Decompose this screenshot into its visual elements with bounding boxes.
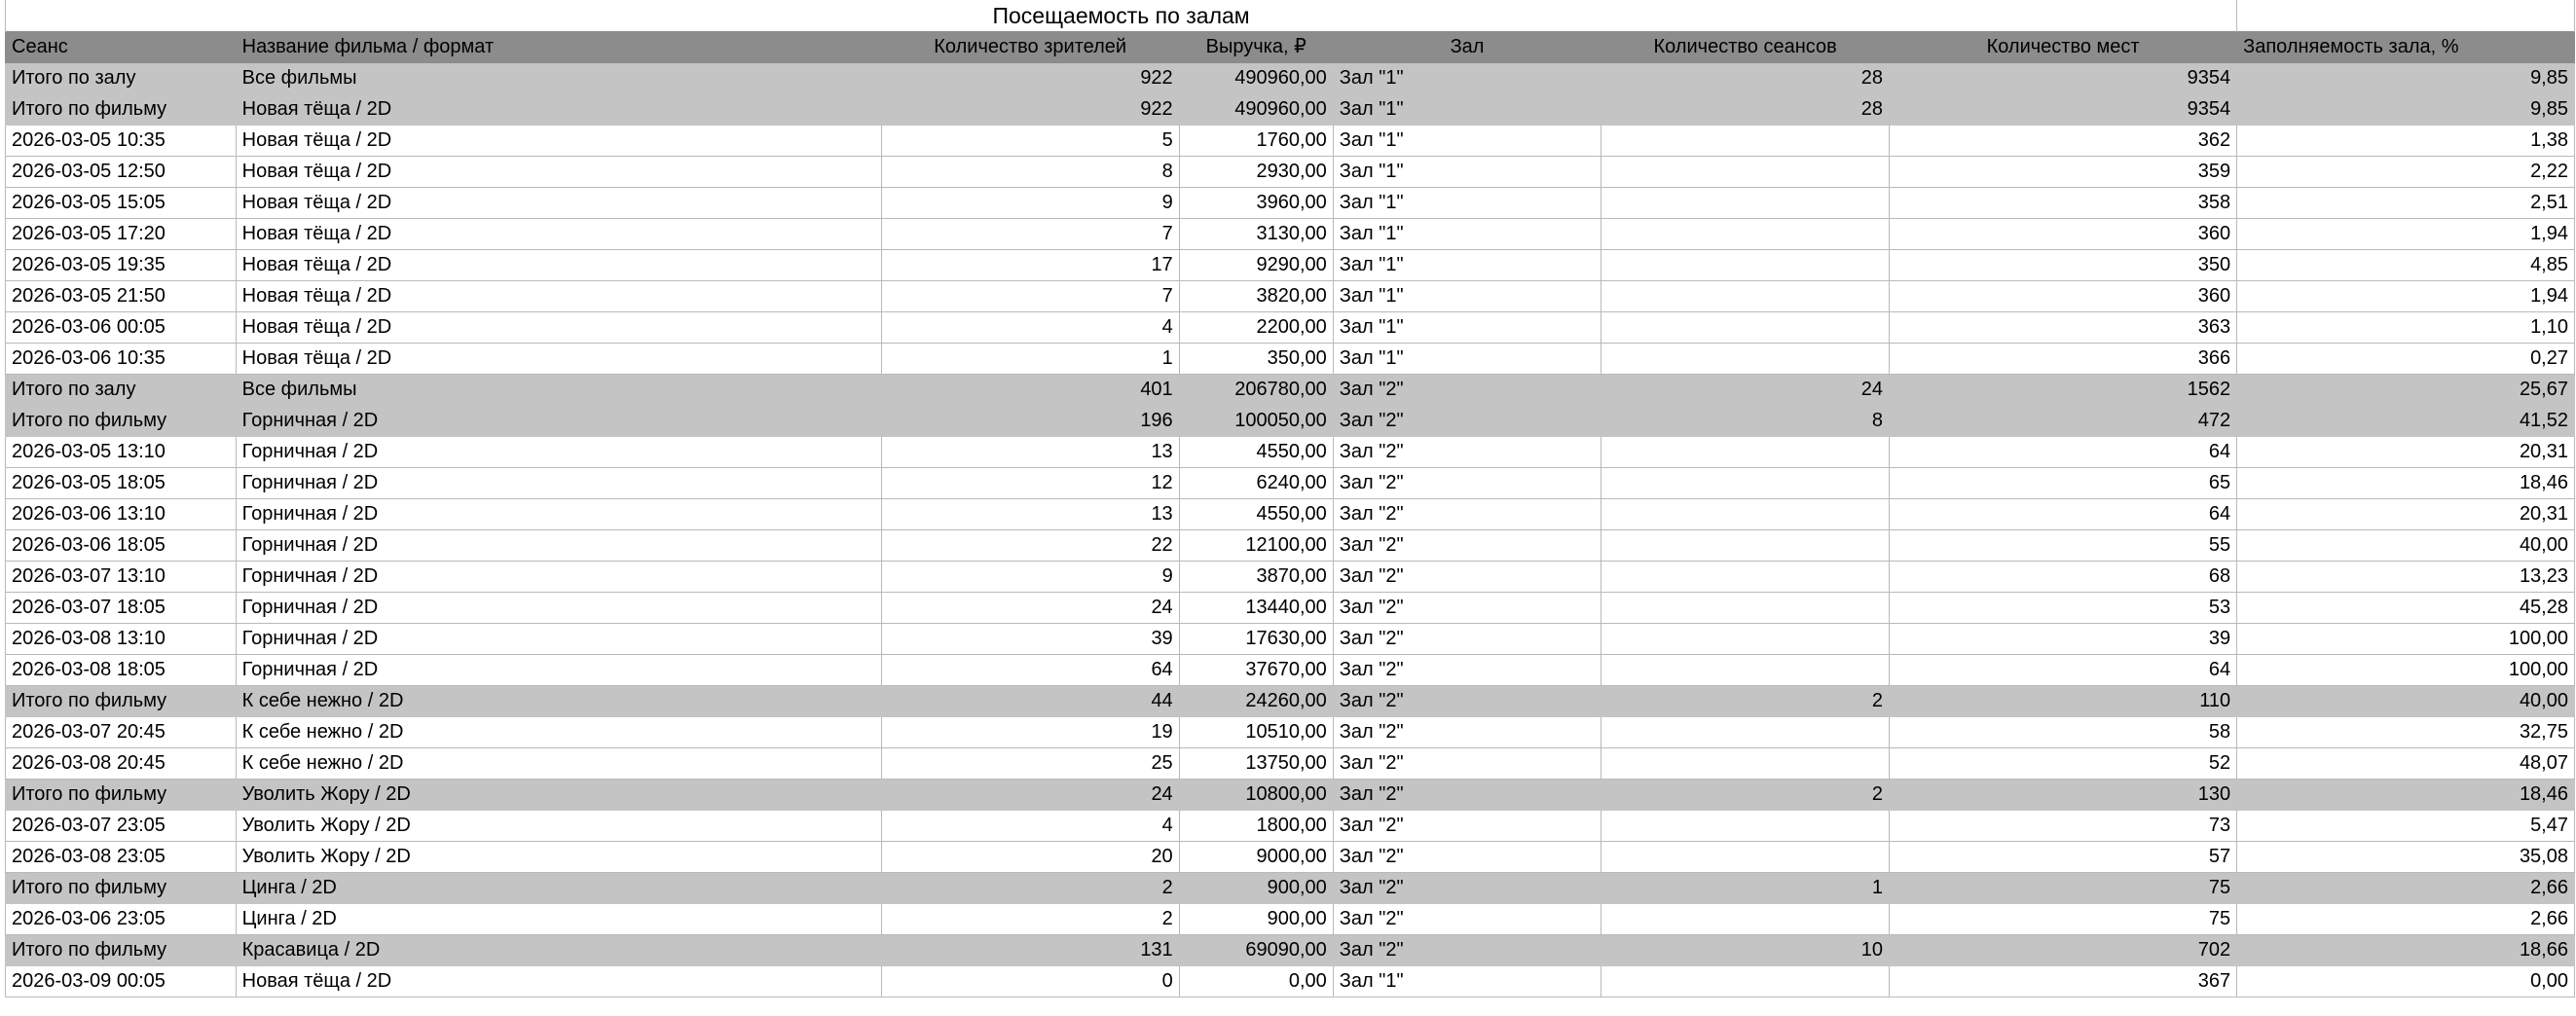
cell-film[interactable]: Горничная / 2D (236, 468, 881, 499)
cell-hall[interactable]: Зал "2" (1333, 468, 1601, 499)
cell-revenue[interactable]: 100050,00 (1179, 406, 1333, 437)
table-row[interactable] (6, 624, 2575, 655)
cell-film[interactable]: Новая тёща / 2D (236, 219, 881, 250)
cell-occupancy[interactable]: 40,00 (2237, 530, 2575, 562)
attendance-table (5, 0, 2575, 998)
cell-revenue[interactable]: 206780,00 (1179, 375, 1333, 406)
cell-hall[interactable]: Зал "2" (1333, 593, 1601, 624)
table-row[interactable] (6, 593, 2575, 624)
cell-viewers[interactable]: 39 (881, 624, 1179, 655)
cell-seats[interactable]: 64 (1890, 655, 2237, 686)
cell-viewers[interactable]: 8 (881, 157, 1179, 188)
cell-viewers[interactable]: 7 (881, 219, 1179, 250)
cell-film[interactable]: Горничная / 2D (236, 437, 881, 468)
cell-sessions[interactable] (1601, 281, 1890, 312)
cell-viewers[interactable]: 1 (881, 344, 1179, 375)
cell-hall[interactable]: Зал "1" (1333, 250, 1601, 281)
cell-revenue[interactable]: 900,00 (1179, 873, 1333, 904)
cell-hall[interactable]: Зал "2" (1333, 873, 1601, 904)
cell-viewers[interactable]: 922 (881, 94, 1179, 126)
table-row[interactable] (6, 811, 2575, 842)
cell-session[interactable]: 2026-03-05 18:05 (6, 468, 237, 499)
cell-revenue[interactable]: 3820,00 (1179, 281, 1333, 312)
cell-viewers[interactable]: 64 (881, 655, 1179, 686)
cell-occupancy[interactable]: 100,00 (2237, 624, 2575, 655)
cell-revenue[interactable]: 6240,00 (1179, 468, 1333, 499)
cell-occupancy[interactable]: 1,94 (2237, 281, 2575, 312)
cell-viewers[interactable]: 196 (881, 406, 1179, 437)
table-row[interactable] (6, 250, 2575, 281)
cell-session[interactable]: Итого по фильму (6, 780, 237, 811)
cell-film[interactable]: Уволить Жору / 2D (236, 780, 881, 811)
table-row[interactable] (6, 188, 2575, 219)
cell-seats[interactable]: 472 (1890, 406, 2237, 437)
summary-row[interactable] (6, 63, 2575, 94)
cell-revenue[interactable]: 490960,00 (1179, 63, 1333, 94)
cell-session[interactable]: Итого по фильму (6, 94, 237, 126)
cell-hall[interactable]: Зал "2" (1333, 780, 1601, 811)
cell-sessions[interactable] (1601, 904, 1890, 935)
cell-seats[interactable]: 58 (1890, 717, 2237, 748)
cell-viewers[interactable]: 13 (881, 437, 1179, 468)
cell-sessions[interactable]: 28 (1601, 63, 1890, 94)
cell-sessions[interactable] (1601, 593, 1890, 624)
cell-revenue[interactable]: 4550,00 (1179, 437, 1333, 468)
cell-occupancy[interactable]: 9,85 (2237, 63, 2575, 94)
cell-revenue[interactable]: 490960,00 (1179, 94, 1333, 126)
cell-occupancy[interactable]: 2,22 (2237, 157, 2575, 188)
cell-viewers[interactable]: 24 (881, 780, 1179, 811)
cell-hall[interactable]: Зал "2" (1333, 904, 1601, 935)
cell-seats[interactable]: 110 (1890, 686, 2237, 717)
cell-revenue[interactable]: 37670,00 (1179, 655, 1333, 686)
table-row[interactable] (6, 530, 2575, 562)
cell-sessions[interactable] (1601, 562, 1890, 593)
cell-hall[interactable]: Зал "1" (1333, 188, 1601, 219)
header-viewers[interactable]: Количество зрителей (881, 32, 1179, 63)
table-row[interactable] (6, 748, 2575, 780)
table-row[interactable] (6, 126, 2575, 157)
cell-viewers[interactable]: 2 (881, 904, 1179, 935)
cell-session[interactable]: 2026-03-05 15:05 (6, 188, 237, 219)
cell-film[interactable]: Уволить Жору / 2D (236, 842, 881, 873)
cell-film[interactable]: Горничная / 2D (236, 655, 881, 686)
cell-viewers[interactable]: 2 (881, 873, 1179, 904)
cell-revenue[interactable]: 350,00 (1179, 344, 1333, 375)
cell-seats[interactable]: 360 (1890, 281, 2237, 312)
cell-film[interactable]: К себе нежно / 2D (236, 717, 881, 748)
cell-hall[interactable]: Зал "2" (1333, 842, 1601, 873)
cell-seats[interactable]: 57 (1890, 842, 2237, 873)
cell-occupancy[interactable]: 18,46 (2237, 468, 2575, 499)
cell-session[interactable]: 2026-03-08 13:10 (6, 624, 237, 655)
cell-sessions[interactable] (1601, 157, 1890, 188)
cell-revenue[interactable]: 2930,00 (1179, 157, 1333, 188)
table-row[interactable] (6, 219, 2575, 250)
cell-sessions[interactable] (1601, 344, 1890, 375)
cell-hall[interactable]: Зал "2" (1333, 811, 1601, 842)
table-row[interactable] (6, 842, 2575, 873)
cell-session[interactable]: 2026-03-06 10:35 (6, 344, 237, 375)
cell-revenue[interactable]: 900,00 (1179, 904, 1333, 935)
cell-seats[interactable]: 68 (1890, 562, 2237, 593)
cell-session[interactable]: 2026-03-05 21:50 (6, 281, 237, 312)
cell-seats[interactable]: 350 (1890, 250, 2237, 281)
cell-hall[interactable]: Зал "2" (1333, 624, 1601, 655)
cell-session[interactable]: 2026-03-07 20:45 (6, 717, 237, 748)
cell-viewers[interactable]: 20 (881, 842, 1179, 873)
cell-occupancy[interactable]: 13,23 (2237, 562, 2575, 593)
cell-hall[interactable]: Зал "1" (1333, 966, 1601, 998)
cell-revenue[interactable]: 10800,00 (1179, 780, 1333, 811)
cell-revenue[interactable]: 3130,00 (1179, 219, 1333, 250)
cell-occupancy[interactable]: 48,07 (2237, 748, 2575, 780)
cell-session[interactable]: 2026-03-06 13:10 (6, 499, 237, 530)
cell-viewers[interactable]: 4 (881, 312, 1179, 344)
cell-seats[interactable]: 358 (1890, 188, 2237, 219)
cell-occupancy[interactable]: 2,51 (2237, 188, 2575, 219)
cell-hall[interactable]: Зал "2" (1333, 562, 1601, 593)
cell-session[interactable]: Итого по фильму (6, 935, 237, 966)
summary-row[interactable] (6, 780, 2575, 811)
cell-seats[interactable]: 75 (1890, 904, 2237, 935)
cell-sessions[interactable] (1601, 219, 1890, 250)
cell-film[interactable]: Новая тёща / 2D (236, 250, 881, 281)
cell-sessions[interactable] (1601, 250, 1890, 281)
title-row (6, 0, 2575, 32)
cell-occupancy[interactable]: 4,85 (2237, 250, 2575, 281)
cell-seats[interactable]: 64 (1890, 437, 2237, 468)
cell-occupancy[interactable]: 2,66 (2237, 904, 2575, 935)
cell-revenue[interactable]: 3960,00 (1179, 188, 1333, 219)
cell-occupancy[interactable]: 32,75 (2237, 717, 2575, 748)
cell-hall[interactable]: Зал "1" (1333, 126, 1601, 157)
cell-occupancy[interactable]: 1,10 (2237, 312, 2575, 344)
cell-seats[interactable]: 9354 (1890, 63, 2237, 94)
report-title: Посещаемость по залам (6, 0, 2237, 32)
cell-session[interactable]: 2026-03-05 17:20 (6, 219, 237, 250)
cell-viewers[interactable]: 401 (881, 375, 1179, 406)
cell-hall[interactable]: Зал "1" (1333, 281, 1601, 312)
header-seats[interactable]: Количество мест (1890, 32, 2237, 63)
cell-session[interactable]: 2026-03-07 18:05 (6, 593, 237, 624)
cell-hall[interactable]: Зал "2" (1333, 655, 1601, 686)
cell-hall[interactable]: Зал "2" (1333, 530, 1601, 562)
cell-sessions[interactable] (1601, 126, 1890, 157)
cell-sessions[interactable]: 1 (1601, 873, 1890, 904)
header-hall[interactable]: Зал (1333, 32, 1601, 63)
summary-row[interactable] (6, 375, 2575, 406)
cell-film[interactable]: Новая тёща / 2D (236, 966, 881, 998)
cell-hall[interactable]: Зал "2" (1333, 717, 1601, 748)
cell-sessions[interactable] (1601, 717, 1890, 748)
cell-revenue[interactable]: 4550,00 (1179, 499, 1333, 530)
cell-occupancy[interactable]: 100,00 (2237, 655, 2575, 686)
table-row[interactable] (6, 281, 2575, 312)
cell-session[interactable]: Итого по фильму (6, 873, 237, 904)
cell-revenue[interactable]: 24260,00 (1179, 686, 1333, 717)
cell-seats[interactable]: 73 (1890, 811, 2237, 842)
cell-sessions[interactable]: 2 (1601, 780, 1890, 811)
cell-seats[interactable]: 1562 (1890, 375, 2237, 406)
table-row[interactable] (6, 966, 2575, 998)
cell-occupancy[interactable]: 45,28 (2237, 593, 2575, 624)
table-row[interactable] (6, 655, 2575, 686)
cell-film[interactable]: Все фильмы (236, 375, 881, 406)
cell-viewers[interactable]: 9 (881, 188, 1179, 219)
table-row[interactable] (6, 312, 2575, 344)
cell-viewers[interactable]: 44 (881, 686, 1179, 717)
cell-seats[interactable]: 359 (1890, 157, 2237, 188)
cell-session[interactable]: Итого по фильму (6, 406, 237, 437)
cell-hall[interactable]: Зал "2" (1333, 748, 1601, 780)
cell-session[interactable]: Итого по залу (6, 375, 237, 406)
cell-viewers[interactable]: 7 (881, 281, 1179, 312)
cell-film[interactable]: Уволить Жору / 2D (236, 811, 881, 842)
cell-film[interactable]: Горничная / 2D (236, 624, 881, 655)
cell-session[interactable]: 2026-03-09 00:05 (6, 966, 237, 998)
cell-session[interactable]: Итого по залу (6, 63, 237, 94)
cell-session[interactable]: Итого по фильму (6, 686, 237, 717)
table-row[interactable] (6, 468, 2575, 499)
cell-hall[interactable]: Зал "1" (1333, 344, 1601, 375)
cell-sessions[interactable] (1601, 188, 1890, 219)
cell-session[interactable]: 2026-03-07 23:05 (6, 811, 237, 842)
cell-sessions[interactable] (1601, 842, 1890, 873)
cell-session[interactable]: 2026-03-05 19:35 (6, 250, 237, 281)
cell-sessions[interactable] (1601, 437, 1890, 468)
cell-hall[interactable]: Зал "2" (1333, 406, 1601, 437)
cell-session[interactable]: 2026-03-05 12:50 (6, 157, 237, 188)
cell-session[interactable]: 2026-03-07 13:10 (6, 562, 237, 593)
header-sessions[interactable]: Количество сеансов (1601, 32, 1890, 63)
cell-seats[interactable]: 75 (1890, 873, 2237, 904)
cell-hall[interactable]: Зал "1" (1333, 63, 1601, 94)
cell-hall[interactable]: Зал "1" (1333, 94, 1601, 126)
cell-sessions[interactable] (1601, 748, 1890, 780)
cell-film[interactable]: К себе нежно / 2D (236, 748, 881, 780)
cell-revenue[interactable]: 69090,00 (1179, 935, 1333, 966)
cell-viewers[interactable]: 9 (881, 562, 1179, 593)
cell-film[interactable]: К себе нежно / 2D (236, 686, 881, 717)
header-session[interactable]: Сеанс (6, 32, 237, 63)
cell-viewers[interactable]: 17 (881, 250, 1179, 281)
cell-revenue[interactable]: 12100,00 (1179, 530, 1333, 562)
cell-revenue[interactable]: 10510,00 (1179, 717, 1333, 748)
cell-hall[interactable]: Зал "2" (1333, 437, 1601, 468)
header-row (6, 32, 2575, 63)
cell-revenue[interactable]: 9290,00 (1179, 250, 1333, 281)
cell-viewers[interactable]: 4 (881, 811, 1179, 842)
cell-sessions[interactable]: 10 (1601, 935, 1890, 966)
table-row[interactable] (6, 157, 2575, 188)
cell-session[interactable]: 2026-03-06 00:05 (6, 312, 237, 344)
cell-film[interactable]: Новая тёща / 2D (236, 157, 881, 188)
cell-sessions[interactable] (1601, 499, 1890, 530)
header-occupancy[interactable]: Заполняемость зала, % (2237, 32, 2575, 63)
cell-viewers[interactable]: 922 (881, 63, 1179, 94)
cell-occupancy[interactable]: 1,38 (2237, 126, 2575, 157)
cell-film[interactable]: Горничная / 2D (236, 593, 881, 624)
cell-seats[interactable]: 53 (1890, 593, 2237, 624)
cell-sessions[interactable] (1601, 811, 1890, 842)
cell-film[interactable]: Новая тёща / 2D (236, 312, 881, 344)
cell-session[interactable]: 2026-03-08 18:05 (6, 655, 237, 686)
cell-hall[interactable]: Зал "2" (1333, 686, 1601, 717)
cell-viewers[interactable]: 12 (881, 468, 1179, 499)
cell-film[interactable]: Горничная / 2D (236, 530, 881, 562)
cell-viewers[interactable]: 131 (881, 935, 1179, 966)
table-row[interactable] (6, 717, 2575, 748)
cell-revenue[interactable]: 1800,00 (1179, 811, 1333, 842)
cell-occupancy[interactable]: 20,31 (2237, 499, 2575, 530)
cell-viewers[interactable]: 13 (881, 499, 1179, 530)
cell-occupancy[interactable]: 1,94 (2237, 219, 2575, 250)
cell-hall[interactable]: Зал "2" (1333, 375, 1601, 406)
cell-sessions[interactable] (1601, 966, 1890, 998)
cell-seats[interactable]: 9354 (1890, 94, 2237, 126)
cell-occupancy[interactable]: 35,08 (2237, 842, 2575, 873)
cell-occupancy[interactable]: 25,67 (2237, 375, 2575, 406)
cell-occupancy[interactable]: 18,66 (2237, 935, 2575, 966)
summary-row[interactable] (6, 94, 2575, 126)
cell-occupancy[interactable]: 2,66 (2237, 873, 2575, 904)
cell-occupancy[interactable]: 18,46 (2237, 780, 2575, 811)
cell-hall[interactable]: Зал "1" (1333, 219, 1601, 250)
cell-seats[interactable]: 362 (1890, 126, 2237, 157)
summary-row[interactable] (6, 935, 2575, 966)
cell-revenue[interactable]: 3870,00 (1179, 562, 1333, 593)
cell-viewers[interactable]: 24 (881, 593, 1179, 624)
cell-occupancy[interactable]: 5,47 (2237, 811, 2575, 842)
cell-session[interactable]: 2026-03-08 23:05 (6, 842, 237, 873)
cell-sessions[interactable] (1601, 624, 1890, 655)
table-row[interactable] (6, 499, 2575, 530)
table-body (6, 63, 2575, 998)
cell-revenue[interactable]: 17630,00 (1179, 624, 1333, 655)
title-empty-cell (2237, 0, 2575, 32)
cell-film[interactable]: Цинга / 2D (236, 873, 881, 904)
cell-seats[interactable]: 366 (1890, 344, 2237, 375)
cell-sessions[interactable] (1601, 468, 1890, 499)
cell-film[interactable]: Горничная / 2D (236, 562, 881, 593)
cell-film[interactable]: Новая тёща / 2D (236, 126, 881, 157)
cell-session[interactable]: 2026-03-06 23:05 (6, 904, 237, 935)
cell-seats[interactable]: 367 (1890, 966, 2237, 998)
cell-seats[interactable]: 55 (1890, 530, 2237, 562)
cell-viewers[interactable]: 19 (881, 717, 1179, 748)
cell-film[interactable]: Новая тёща / 2D (236, 344, 881, 375)
cell-revenue[interactable]: 1760,00 (1179, 126, 1333, 157)
cell-session[interactable]: 2026-03-08 20:45 (6, 748, 237, 780)
cell-session[interactable]: 2026-03-05 10:35 (6, 126, 237, 157)
cell-film[interactable]: Все фильмы (236, 63, 881, 94)
cell-session[interactable]: 2026-03-05 13:10 (6, 437, 237, 468)
cell-occupancy[interactable]: 0,27 (2237, 344, 2575, 375)
summary-row[interactable] (6, 686, 2575, 717)
cell-revenue[interactable]: 13750,00 (1179, 748, 1333, 780)
cell-viewers[interactable]: 5 (881, 126, 1179, 157)
table-row[interactable] (6, 562, 2575, 593)
cell-seats[interactable]: 130 (1890, 780, 2237, 811)
cell-hall[interactable]: Зал "1" (1333, 312, 1601, 344)
cell-sessions[interactable]: 28 (1601, 94, 1890, 126)
cell-hall[interactable]: Зал "1" (1333, 157, 1601, 188)
cell-revenue[interactable]: 9000,00 (1179, 842, 1333, 873)
cell-sessions[interactable] (1601, 655, 1890, 686)
cell-film[interactable]: Красавица / 2D (236, 935, 881, 966)
cell-film[interactable]: Новая тёща / 2D (236, 94, 881, 126)
cell-revenue[interactable]: 13440,00 (1179, 593, 1333, 624)
cell-sessions[interactable]: 24 (1601, 375, 1890, 406)
cell-occupancy[interactable]: 20,31 (2237, 437, 2575, 468)
cell-film[interactable]: Горничная / 2D (236, 406, 881, 437)
cell-viewers[interactable]: 22 (881, 530, 1179, 562)
cell-occupancy[interactable]: 40,00 (2237, 686, 2575, 717)
cell-viewers[interactable]: 25 (881, 748, 1179, 780)
cell-seats[interactable]: 702 (1890, 935, 2237, 966)
cell-seats[interactable]: 52 (1890, 748, 2237, 780)
cell-viewers[interactable]: 0 (881, 966, 1179, 998)
cell-occupancy[interactable]: 41,52 (2237, 406, 2575, 437)
table-row[interactable] (6, 904, 2575, 935)
cell-film[interactable]: Новая тёща / 2D (236, 281, 881, 312)
header-revenue[interactable]: Выручка, ₽ (1179, 32, 1333, 63)
cell-sessions[interactable] (1601, 312, 1890, 344)
cell-film[interactable]: Горничная / 2D (236, 499, 881, 530)
summary-row[interactable] (6, 873, 2575, 904)
cell-seats[interactable]: 39 (1890, 624, 2237, 655)
cell-session[interactable]: 2026-03-06 18:05 (6, 530, 237, 562)
cell-seats[interactable]: 65 (1890, 468, 2237, 499)
cell-film[interactable]: Цинга / 2D (236, 904, 881, 935)
cell-hall[interactable]: Зал "2" (1333, 935, 1601, 966)
cell-seats[interactable]: 360 (1890, 219, 2237, 250)
cell-revenue[interactable]: 2200,00 (1179, 312, 1333, 344)
cell-sessions[interactable]: 2 (1601, 686, 1890, 717)
header-film[interactable]: Название фильма / формат (236, 32, 881, 63)
cell-revenue[interactable]: 0,00 (1179, 966, 1333, 998)
cell-sessions[interactable]: 8 (1601, 406, 1890, 437)
cell-occupancy[interactable]: 9,85 (2237, 94, 2575, 126)
cell-seats[interactable]: 64 (1890, 499, 2237, 530)
cell-film[interactable]: Новая тёща / 2D (236, 188, 881, 219)
cell-sessions[interactable] (1601, 530, 1890, 562)
summary-row[interactable] (6, 406, 2575, 437)
cell-seats[interactable]: 363 (1890, 312, 2237, 344)
table-row[interactable] (6, 344, 2575, 375)
cell-occupancy[interactable]: 0,00 (2237, 966, 2575, 998)
cell-hall[interactable]: Зал "2" (1333, 499, 1601, 530)
table-row[interactable] (6, 437, 2575, 468)
